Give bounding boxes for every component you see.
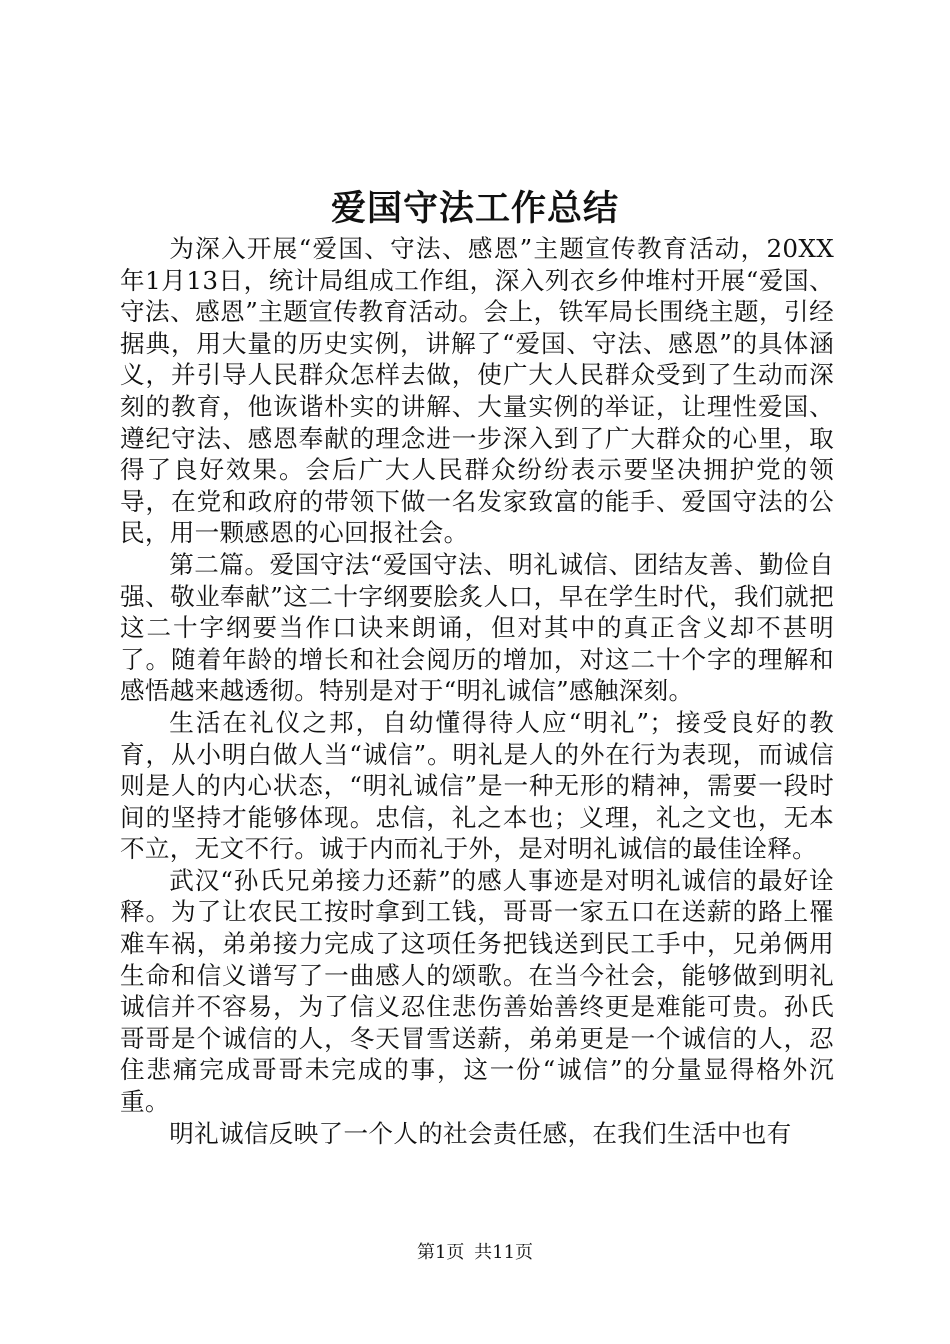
page-total: 共11页: [474, 1242, 534, 1263]
paragraph-4: 武汉“孙氏兄弟接力还薪”的感人事迹是对明礼诚信的最好诠释。为了让农民工按时拿到工钱，哥哥一家五口在送薪的路上罹难车祸，弟弟接力完成了这项任务把钱送到民工手中，兄弟俩用生命和信义谱写了一曲感人的颂歌。在当今社会，能够做到明礼诚信并不容易，为了信义忍住悲伤善始善终更是难能可贵。孙氏哥哥是个诚信的人，冬天冒雪送薪，弟弟更是一个诚信的人，忍住悲痛完成哥哥未完成的事，这一份“诚信”的分量显得格外沉重。: [120, 865, 834, 1117]
paragraph-2: 第二篇。爱国守法“爱国守法、明礼诚信、团结友善、勤俭自强、敬业奉献”这二十字纲要脍炙人口，早在学生时代，我们就把这二十字纲要当作口诀来朗诵，但对其中的真正含义却不甚明了。随着年龄的增长和社会阅历的增加，对这二十个字的理解和感悟越来越透彻。特别是对于“明礼诚信”感触深刻。: [120, 549, 834, 706]
paragraph-5: 明礼诚信反映了一个人的社会责任感，在我们生活中也有: [169, 1118, 792, 1148]
document-body: [120, 233, 834, 1149]
page-footer: [0, 1240, 950, 1266]
paragraph-3: 生活在礼仪之邦，自幼懂得待人应“明礼”；接受良好的教育，从小明白做人当“诚信”。明礼是人的外在行为表现，而诚信则是人的内心状态，“明礼诚信”是一种无形的精神，需要一段时间的坚持才能够体现。忠信，礼之本也；义理，礼之文也，无本不立，无文不行。诚于内而礼于外，是对明礼诚信的最佳诠释。: [120, 707, 834, 864]
paragraph-1: 为深入开展“爱国、守法、感恩”主题宣传教育活动，20XX年1月13日，统计局组成工作组，深入列衣乡仲堆村开展“爱国、守法、感恩”主题宣传教育活动。会上，铁军局长围绕主题，引经据典，用大量的历史实例，讲解了“爱国、守法、感恩”的具体涵义，并引导人民群众怎样去做，使广大人民群众受到了生动而深刻的教育，他诙谐朴实的讲解、大量实例的举证，让理性爱国、遵纪守法、感恩奉献的理念进一步深入到了广大群众的心里，取得了良好效果。会后广大人民群众纷纷表示要坚决拥护党的领导，在党和政府的带领下做一名发家致富的能手、爱国守法的公民，用一颗感恩的心回报社会。: [120, 234, 834, 548]
document-title: 爱国守法工作总结: [330, 188, 619, 229]
page-number: 第1页: [416, 1242, 465, 1263]
